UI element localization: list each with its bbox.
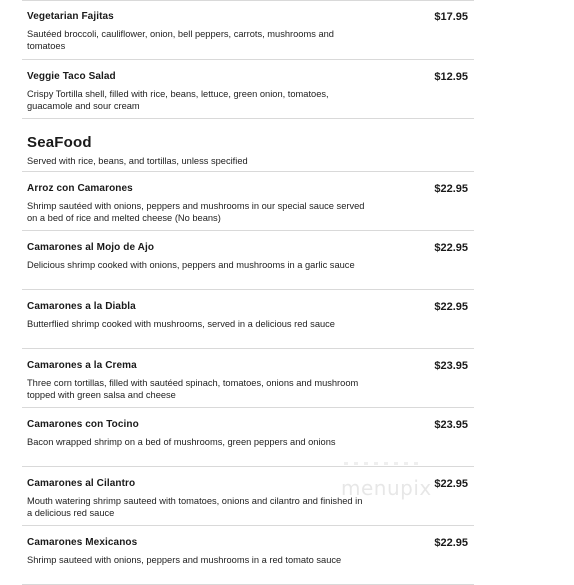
item-price: $22.95 [434,301,468,313]
item-name: Vegetarian Fajitas [27,11,114,22]
item-price: $12.95 [434,71,468,83]
section-note: Served with rice, beans, and tortillas, unless specified [27,156,248,166]
item-name: Veggie Taco Salad [27,71,116,82]
item-name: Arroz con Camarones [27,183,133,194]
section-header-seafood [22,119,474,172]
item-price: $22.95 [434,537,468,549]
menu-item [22,408,474,467]
watermark-dots [342,462,432,472]
item-price: $23.95 [434,419,468,431]
menu-item [22,526,474,585]
menu-item [22,172,474,231]
item-price: $22.95 [434,242,468,254]
item-price: $17.95 [434,11,468,23]
item-price: $22.95 [434,183,468,195]
item-description: Three corn tortillas, filled with sautéed spinach, tomatoes, onions and mushroom topped with green salsa and cheese [27,378,359,400]
item-name: Camarones a la Crema [27,360,137,371]
menu-item [22,290,474,349]
item-name: Camarones con Tocino [27,419,139,430]
item-description: Shrimp sauteed with onions, peppers and mushrooms in a red tomato sauce [27,555,342,565]
watermark-logo: menupix [341,476,432,500]
item-description: Delicious shrimp cooked with onions, peppers and mushrooms in a garlic sauce [27,260,355,270]
item-price: $22.95 [434,478,468,490]
item-name: Camarones al Mojo de Ajo [27,242,155,253]
item-description: Mouth watering shrimp sauteed with tomatoes, onions and cilantro and finished in a delicious red sauce [27,496,363,518]
item-name: Camarones a la Diabla [27,301,136,312]
menu-item [22,0,474,60]
section-title: SeaFood [27,134,92,151]
menu-item [22,60,474,119]
item-description: Crispy Tortilla shell, filled with rice, beans, lettuce, green onion, tomatoes, guacamole and sour cream [27,89,329,111]
item-description: Bacon wrapped shrimp on a bed of mushrooms, green peppers and onions [27,437,336,447]
item-description: Shrimp sautéed with onions, peppers and mushrooms in our special sauce served on a bed of rice and melted cheese (No beans) [27,201,365,223]
item-name: Camarones al Cilantro [27,478,136,489]
item-description: Butterflied shrimp cooked with mushrooms, served in a delicious red sauce [27,319,335,329]
menu-item [22,231,474,290]
item-description: Sautéed broccoli, cauliflower, onion, bell peppers, carrots, mushrooms and tomatoes [27,29,334,51]
item-name: Camarones Mexicanos [27,537,138,548]
item-price: $23.95 [434,360,468,372]
menu-item [22,349,474,408]
